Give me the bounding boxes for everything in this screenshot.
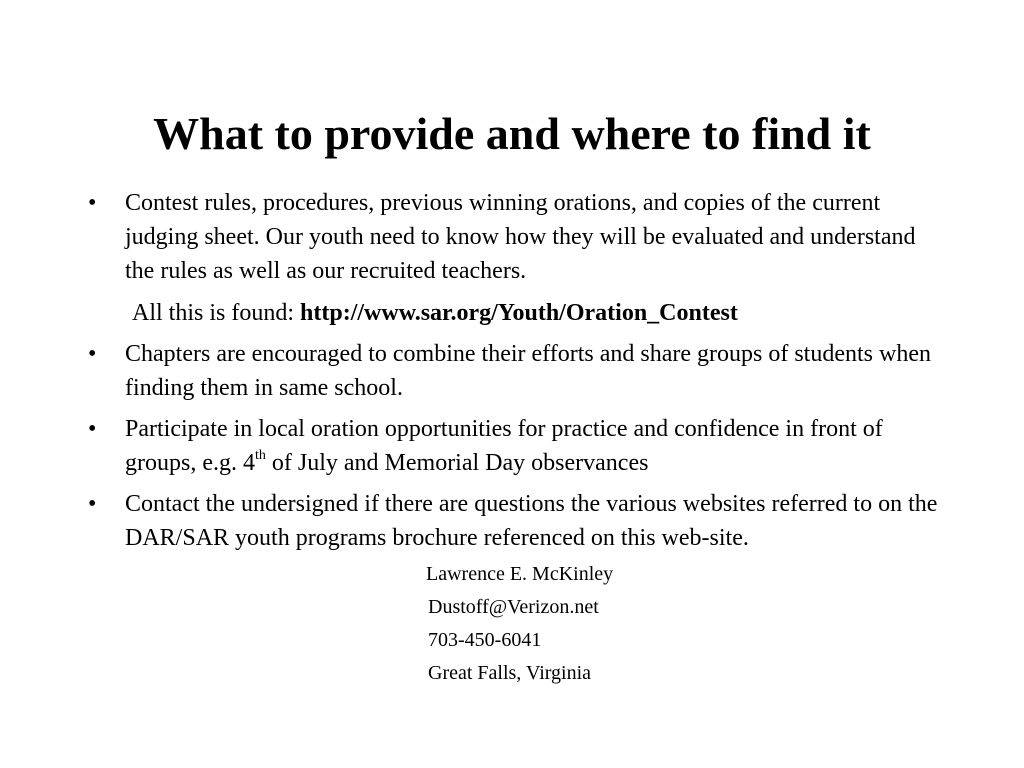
bullet-marker: • [88,491,97,517]
contact-location: Great Falls, Virginia [428,662,592,684]
bullet-marker: • [88,341,97,367]
ordinal-superscript: th [254,448,266,463]
found-line [132,296,738,330]
contact-phone: 703-450-6041 [428,629,542,651]
bullet-marker: • [88,190,97,216]
slide-title: What to provide and where to find it [153,108,871,159]
bullet-marker: • [88,416,97,442]
found-label: All this is found: [132,300,295,326]
bullet-text: Chapters are encouraged to combine their efforts and share groups of students when finding them in same school. [125,341,931,401]
bullet-text: Contest rules, procedures, previous winning orations, and copies of the current judging sheet. Our youth need to know how they will be evaluated and understand the rules as well as our recruited teachers. [125,190,916,284]
bullet-text [125,412,945,480]
contact-email[interactable]: Dustoff@Verizon.net [428,596,599,618]
bullet-text-part: Participate in local oration opportunities for practice and confidence in front of groups, e.g. 4 [125,416,883,476]
contest-url-link[interactable]: http://www.sar.org/Youth/Oration_Contest [300,300,738,326]
bullet-text: Contact the undersigned if there are questions the various websites referred to on the DAR/SAR youth programs brochure referenced on this web-site. [125,491,938,551]
contact-name: Lawrence E. McKinley [426,563,614,585]
bullet-text-part: of July and Memorial Day observances [265,450,649,476]
